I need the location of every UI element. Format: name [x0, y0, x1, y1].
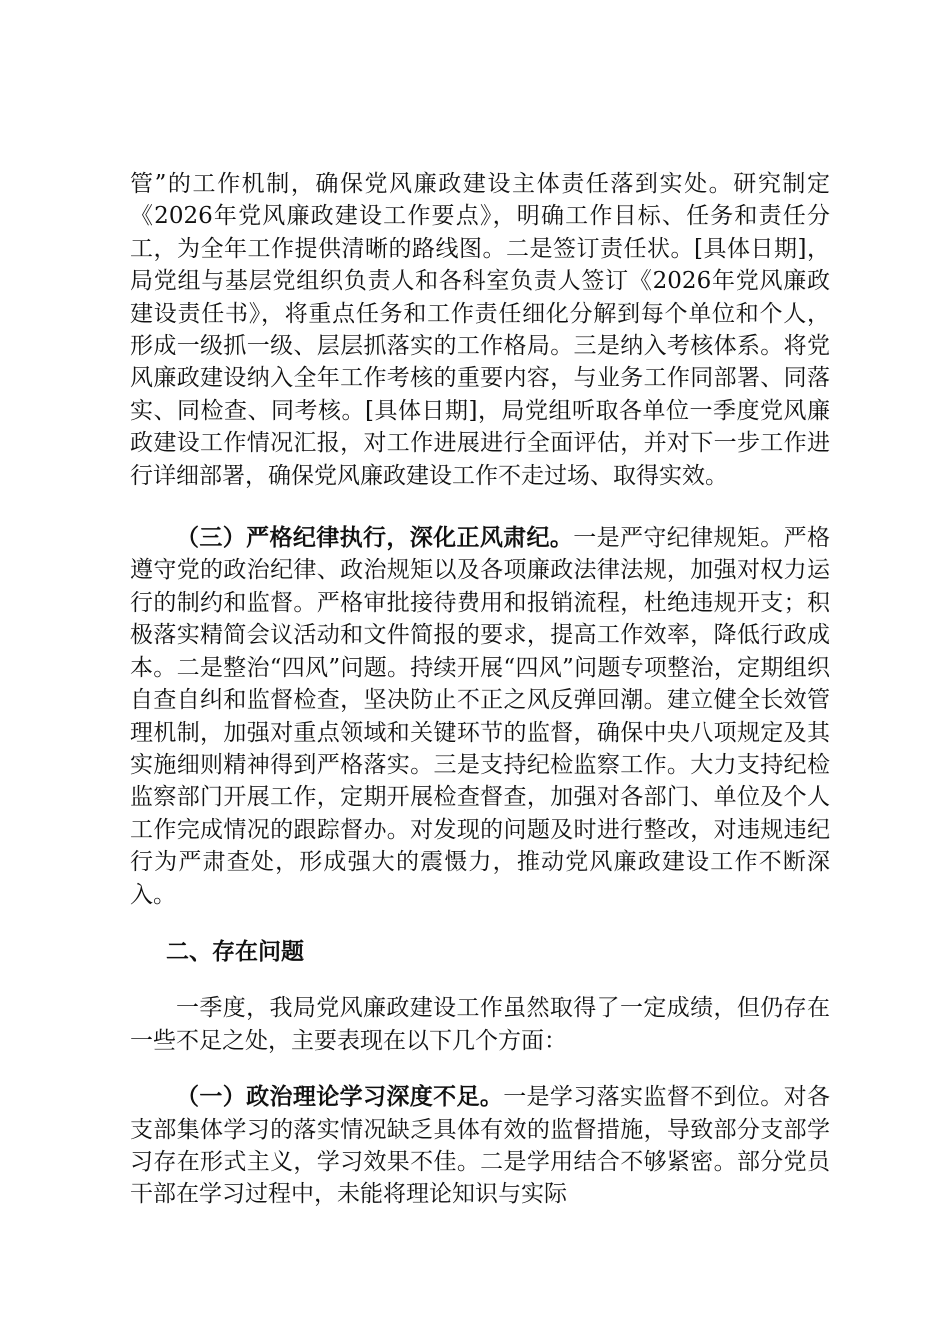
section-heading-problems: 二、存在问题	[166, 937, 304, 965]
section-lead-discipline: （三）严格纪律执行，深化正风肃纪。	[176, 524, 574, 552]
section-body-discipline: 一是严守纪律规矩。严格遵守党的政治纪律、政治规矩以及各项廉政法律法规，加强对权力运行的制约和监督。严格审批接待费用和报销流程，杜绝违规开支；积极落实精简会议活动和文件简报的要求，提高工作效率，降低行政成本。二是整治“四风”问题。持续开展“四风”问题专项整治，定期组织自查自纠和监督检查，坚决防止不正之风反弹回潮。建立健全长效管理机制，加强对重点领域和关键环节的监督，确保中央八项规定及其实施细则精神得到严格落实。三是支持纪检监察工作。大力支持纪检监察部门开展工作，定期开展检查督查，加强对各部门、单位及个人工作完成情况的跟踪督办。对发现的问题及时进行整改，对违规违纪行为严肃查处，形成强大的震慑力，推动党风廉政建设工作不断深入。	[130, 525, 831, 908]
paragraph-problems-intro: 一季度，我局党风廉政建设工作虽然取得了一定成绩，但仍存在一些不足之处，主要表现在以下几个方面：	[130, 995, 830, 1054]
document-body	[130, 168, 830, 1211]
section-body-theory-study: 一是学习落实监督不到位。对各支部集体学习的落实情况缺乏具体有效的监督措施，导致部分支部学习存在形式主义，学习效果不佳。二是学用结合不够紧密。部分党员干部在学习过程中，未能将理论知识与实际	[130, 1084, 831, 1208]
paragraph-discipline	[130, 522, 830, 911]
paragraph-theory-study	[130, 1081, 830, 1211]
paragraph-responsibility: 管”的工作机制，确保党风廉政建设主体责任落到实处。研究制定《2026年党风廉政建设工作要点》，明确工作目标、任务和责任分工，为全年工作提供清晰的路线图。二是签订责任状。[具体日期]，局党组与基层党组织负责人和各科室负责人签订《2026年党风廉政建设责任书》，将重点任务和工作责任细化分解到每个单位和个人，形成一级抓一级、层层抓落实的工作格局。三是纳入考核体系。将党风廉政建设纳入全年工作考核的重要内容，与业务工作同部署、同落实、同检查、同考核。[具体日期]，局党组听取各单位一季度党风廉政建设工作情况汇报，对工作进展进行全面评估，并对下一步工作进行详细部署，确保党风廉政建设工作不走过场、取得实效。	[130, 171, 830, 489]
section-lead-theory-study: （一）政治理论学习深度不足。	[176, 1083, 504, 1111]
